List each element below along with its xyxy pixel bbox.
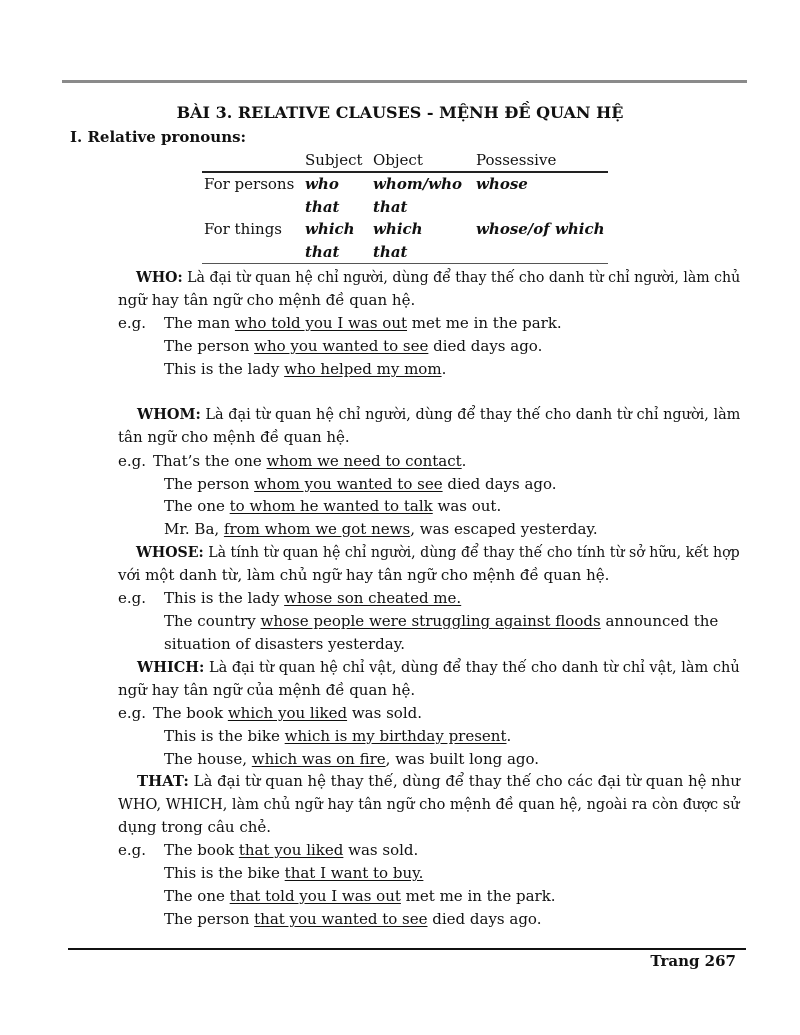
example-text: was sold. — [343, 841, 419, 859]
example-line — [164, 910, 541, 928]
example-text: This is the lady — [164, 589, 285, 607]
relative-clause: to whom he wanted to talk — [229, 497, 433, 515]
page-title: BÀI 3. RELATIVE CLAUSES - MỆNH ĐỀ QUAN HỆ — [176, 103, 624, 122]
page-number: Trang 267 — [650, 952, 736, 970]
example-text: That’s the one — [153, 452, 267, 470]
table-cell: who — [305, 175, 339, 194]
keyword: WHOM: — [137, 405, 201, 423]
whose-definition — [136, 543, 740, 561]
table-header-row — [202, 149, 608, 172]
table-cell: that — [373, 197, 408, 216]
table-cell: whose/of which — [476, 220, 605, 239]
relative-clause: which you liked — [227, 704, 348, 722]
table-header-cell: Possessive — [474, 149, 608, 172]
example-line — [164, 475, 557, 493]
table-cell — [474, 241, 608, 264]
example-text: met me in the park. — [400, 887, 556, 905]
eg-label: e.g. — [118, 314, 147, 332]
example-text: died days ago. — [442, 475, 557, 493]
relative-clause: who helped my mom — [284, 360, 442, 378]
example-text: , was built long ago. — [385, 750, 540, 768]
example-text: This is the bike — [164, 727, 285, 745]
definition-text: Là tính từ quan hệ chỉ người, dùng để thay thế cho tính từ sở hữu, kết hợp — [203, 543, 740, 561]
table-row — [202, 218, 608, 241]
example-line — [164, 497, 501, 515]
table-cell: that — [305, 197, 340, 216]
definition-text: Là đại từ quan hệ thay thế, dùng để thay thế cho các đại từ quan hệ như — [188, 772, 740, 790]
example-line — [164, 864, 423, 882]
keyword: WHO: — [136, 268, 183, 286]
table-cell: For things — [204, 220, 283, 239]
that-definition — [137, 772, 740, 790]
relative-clause: from whom we got news — [223, 520, 411, 538]
table-cell — [202, 196, 303, 219]
which-definition-cont: ngữ hay tân ngữ của mệnh đề quan hệ. — [118, 681, 416, 699]
table-cell — [202, 241, 303, 264]
example-text: The one — [164, 887, 230, 905]
example-line-cont: situation of disasters yesterday. — [164, 635, 405, 653]
example-text: . — [441, 360, 447, 378]
example-text: Mr. Ba, — [164, 520, 224, 538]
example-line — [164, 750, 539, 768]
example-text: The man — [164, 314, 235, 332]
example-text: died days ago. — [427, 910, 542, 928]
example-text: died days ago. — [428, 337, 543, 355]
table-header-cell — [202, 149, 303, 172]
relative-pronouns-table — [202, 149, 608, 264]
example-text: The book — [164, 841, 239, 859]
relative-clause: that I want to buy. — [284, 864, 424, 882]
relative-clause: that told you I was out — [229, 887, 401, 905]
example-line — [118, 704, 422, 722]
eg-label: e.g. — [118, 452, 147, 470]
example-line — [164, 887, 556, 905]
example-line — [164, 360, 446, 378]
example-line — [118, 841, 418, 859]
whom-definition-cont: tân ngữ cho mệnh đề quan hệ. — [118, 428, 350, 446]
example-line — [164, 727, 511, 745]
eg-label: e.g. — [118, 704, 147, 722]
example-text: met me in the park. — [407, 314, 562, 332]
whom-definition — [137, 405, 740, 423]
definition-text: Là đại từ quan hệ chỉ người, dùng để thay thế cho danh từ chỉ người, làm — [200, 405, 741, 423]
definition-text: Là đại từ quan hệ chỉ người, dùng để thay thế cho danh từ chỉ người, làm chủ — [182, 268, 741, 286]
example-text: was out. — [432, 497, 502, 515]
example-text: . — [461, 452, 467, 470]
table-header-cell: Subject — [303, 149, 371, 172]
top-divider — [62, 80, 747, 83]
eg-label: e.g. — [118, 589, 147, 607]
table-cell: whose — [476, 175, 528, 194]
relative-clause: whose son cheated me. — [284, 589, 462, 607]
example-line — [164, 612, 718, 630]
example-line — [118, 314, 562, 332]
who-definition — [136, 268, 740, 286]
example-text: announced the — [600, 612, 719, 630]
relative-clause: which is my birthday present — [284, 727, 507, 745]
whose-definition-cont: với một danh từ, làm chủ ngữ hay tân ngữ cho mệnh đề quan hệ. — [118, 566, 610, 584]
example-line — [164, 337, 542, 355]
bottom-divider — [68, 948, 746, 950]
relative-clause: whose people were struggling against floods — [260, 612, 601, 630]
example-text: The country — [164, 612, 261, 630]
relative-clause: that you liked — [238, 841, 344, 859]
example-text: , was escaped yesterday. — [410, 520, 598, 538]
that-definition-cont: dụng trong câu chẻ. — [118, 818, 272, 836]
eg-label: e.g. — [118, 841, 147, 859]
example-line — [164, 520, 598, 538]
example-text: . — [506, 727, 512, 745]
example-text: was sold. — [347, 704, 422, 722]
that-definition-cont: WHO, WHICH, làm chủ ngữ hay tân ngữ cho mệnh đề quan hệ, ngoài ra còn được sử — [118, 795, 740, 813]
table-cell: that — [371, 241, 474, 264]
relative-clause: whom we need to contact — [266, 452, 462, 470]
example-text: The one — [164, 497, 230, 515]
example-line — [118, 452, 466, 470]
example-text: The book — [153, 704, 228, 722]
table-row — [202, 196, 608, 219]
which-definition — [137, 658, 740, 676]
table-cell: that — [303, 241, 371, 264]
example-text: The person — [164, 910, 255, 928]
example-text: The person — [164, 337, 255, 355]
relative-clause: which was on fire — [251, 750, 386, 768]
table-cell: whom/who — [373, 175, 462, 194]
relative-clause: who told you I was out — [234, 314, 408, 332]
who-definition-cont: ngữ hay tân ngữ cho mệnh đề quan hệ. — [118, 291, 416, 309]
table-cell — [474, 196, 608, 219]
table-header-cell: Object — [371, 149, 474, 172]
keyword: WHICH: — [137, 658, 205, 676]
example-line — [118, 589, 461, 607]
example-text: The house, — [164, 750, 252, 768]
example-text: The person — [164, 475, 255, 493]
example-text: This is the lady — [164, 360, 285, 378]
table-row — [202, 172, 608, 196]
table-cell: which — [373, 220, 423, 239]
example-text: This is the bike — [164, 864, 285, 882]
table-cell: which — [305, 220, 355, 239]
relative-clause: who you wanted to see — [254, 337, 429, 355]
definition-text: Là đại từ quan hệ chỉ vật, dùng để thay thế cho danh từ chỉ vật, làm chủ — [204, 658, 740, 676]
keyword: THAT: — [137, 772, 189, 790]
section-heading: I. Relative pronouns: — [70, 128, 247, 146]
relative-clause: whom you wanted to see — [254, 475, 443, 493]
keyword: WHOSE: — [136, 543, 204, 561]
table-cell: For persons — [204, 175, 295, 194]
table-row — [202, 241, 608, 264]
relative-clause: that you wanted to see — [254, 910, 428, 928]
